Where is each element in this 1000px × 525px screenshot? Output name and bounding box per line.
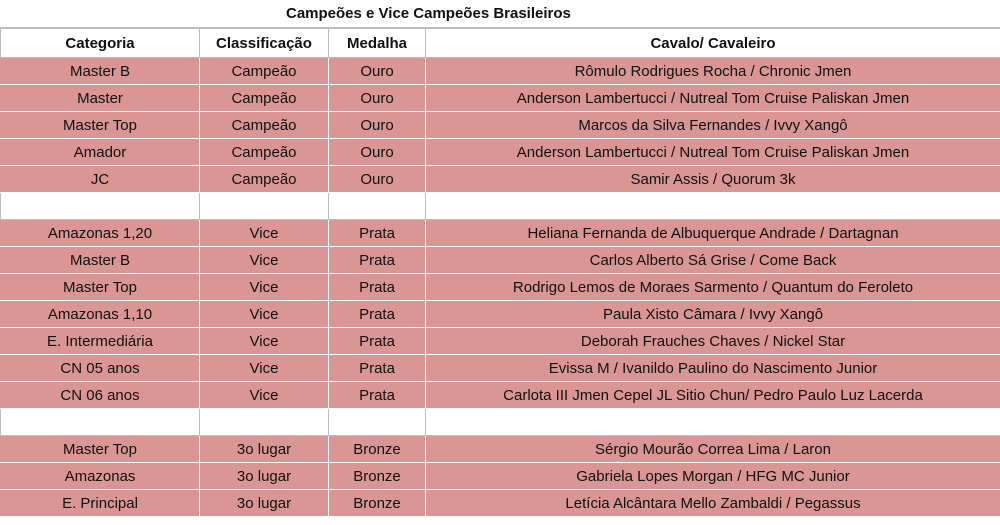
results-table <box>0 28 1000 517</box>
cell-classificacao[interactable]: 3o lugar <box>200 463 329 490</box>
cell-medalha[interactable]: Prata <box>329 274 426 301</box>
blank-row <box>1 409 1000 436</box>
cell-cavalo-cavaleiro[interactable]: Letícia Alcântara Mello Zambaldi / Pegassus <box>426 490 1000 517</box>
cell-medalha[interactable]: Ouro <box>329 58 426 85</box>
cell-cavalo-cavaleiro[interactable]: Deborah Frauches Chaves / Nickel Star <box>426 328 1000 355</box>
cell-medalha[interactable]: Prata <box>329 247 426 274</box>
table-row <box>1 139 1000 166</box>
empty-cell[interactable] <box>200 409 329 436</box>
table-row <box>1 436 1000 463</box>
cell-categoria[interactable]: Amazonas 1,10 <box>1 301 200 328</box>
cell-categoria[interactable]: Master B <box>1 247 200 274</box>
cell-categoria[interactable]: CN 06 anos <box>1 382 200 409</box>
cell-categoria[interactable]: Master Top <box>1 436 200 463</box>
cell-cavalo-cavaleiro[interactable]: Anderson Lambertucci / Nutreal Tom Cruise Paliskan Jmen <box>426 85 1000 112</box>
cell-categoria[interactable]: Amador <box>1 139 200 166</box>
cell-classificacao[interactable]: Campeão <box>200 166 329 193</box>
table-row <box>1 85 1000 112</box>
cell-medalha[interactable]: Bronze <box>329 490 426 517</box>
cell-categoria[interactable]: Master Top <box>1 112 200 139</box>
header-classificacao[interactable]: Classificação <box>200 29 329 58</box>
cell-medalha[interactable]: Ouro <box>329 166 426 193</box>
cell-cavalo-cavaleiro[interactable]: Carlos Alberto Sá Grise / Come Back <box>426 247 1000 274</box>
cell-cavalo-cavaleiro[interactable]: Marcos da Silva Fernandes / Ivvy Xangô <box>426 112 1000 139</box>
table-row <box>1 382 1000 409</box>
header-row <box>1 29 1000 58</box>
table-row <box>1 328 1000 355</box>
cell-cavalo-cavaleiro[interactable]: Gabriela Lopes Morgan / HFG MC Junior <box>426 463 1000 490</box>
table-row <box>1 247 1000 274</box>
table-row <box>1 490 1000 517</box>
empty-cell[interactable] <box>426 409 1000 436</box>
header-categoria[interactable]: Categoria <box>1 29 200 58</box>
cell-medalha[interactable]: Prata <box>329 220 426 247</box>
cell-medalha[interactable]: Prata <box>329 301 426 328</box>
cell-classificacao[interactable]: Campeão <box>200 112 329 139</box>
empty-cell[interactable] <box>426 193 1000 220</box>
cell-categoria[interactable]: Amazonas <box>1 463 200 490</box>
cell-categoria[interactable]: E. Principal <box>1 490 200 517</box>
cell-medalha[interactable]: Prata <box>329 328 426 355</box>
cell-medalha[interactable]: Ouro <box>329 85 426 112</box>
cell-cavalo-cavaleiro[interactable]: Paula Xisto Câmara / Ivvy Xangô <box>426 301 1000 328</box>
cell-categoria[interactable]: CN 05 anos <box>1 355 200 382</box>
cell-cavalo-cavaleiro[interactable]: Evissa M / Ivanildo Paulino do Nascimento Junior <box>426 355 1000 382</box>
table-row <box>1 355 1000 382</box>
cell-classificacao[interactable]: Campeão <box>200 139 329 166</box>
header-medalha[interactable]: Medalha <box>329 29 426 58</box>
cell-medalha[interactable]: Prata <box>329 355 426 382</box>
empty-cell[interactable] <box>1 193 200 220</box>
cell-classificacao[interactable]: Vice <box>200 274 329 301</box>
empty-cell[interactable] <box>329 193 426 220</box>
cell-categoria[interactable]: E. Intermediária <box>1 328 200 355</box>
cell-classificacao[interactable]: 3o lugar <box>200 490 329 517</box>
cell-medalha[interactable]: Bronze <box>329 463 426 490</box>
cell-categoria[interactable]: Master <box>1 85 200 112</box>
sheet-title: Campeões e Vice Campeões Brasileiros <box>0 0 1000 28</box>
table-row <box>1 301 1000 328</box>
cell-categoria[interactable]: Amazonas 1,20 <box>1 220 200 247</box>
cell-cavalo-cavaleiro[interactable]: Rômulo Rodrigues Rocha / Chronic Jmen <box>426 58 1000 85</box>
cell-classificacao[interactable]: Vice <box>200 382 329 409</box>
cell-classificacao[interactable]: Campeão <box>200 58 329 85</box>
cell-classificacao[interactable]: Vice <box>200 247 329 274</box>
cell-medalha[interactable]: Bronze <box>329 436 426 463</box>
cell-classificacao[interactable]: Campeão <box>200 85 329 112</box>
cell-medalha[interactable]: Prata <box>329 382 426 409</box>
cell-categoria[interactable]: Master B <box>1 58 200 85</box>
cell-medalha[interactable]: Ouro <box>329 139 426 166</box>
table-row <box>1 112 1000 139</box>
cell-medalha[interactable]: Ouro <box>329 112 426 139</box>
cell-cavalo-cavaleiro[interactable]: Samir Assis / Quorum 3k <box>426 166 1000 193</box>
cell-cavalo-cavaleiro[interactable]: Heliana Fernanda de Albuquerque Andrade / Dartagnan <box>426 220 1000 247</box>
table-row <box>1 274 1000 301</box>
cell-classificacao[interactable]: Vice <box>200 220 329 247</box>
table-row <box>1 166 1000 193</box>
cell-categoria[interactable]: JC <box>1 166 200 193</box>
cell-classificacao[interactable]: Vice <box>200 301 329 328</box>
empty-cell[interactable] <box>200 193 329 220</box>
empty-cell[interactable] <box>1 409 200 436</box>
cell-cavalo-cavaleiro[interactable]: Rodrigo Lemos de Moraes Sarmento / Quantum do Feroleto <box>426 274 1000 301</box>
blank-row <box>1 193 1000 220</box>
table-row <box>1 463 1000 490</box>
cell-cavalo-cavaleiro[interactable]: Sérgio Mourão Correa Lima / Laron <box>426 436 1000 463</box>
table-body <box>1 58 1000 517</box>
header-cavalo-cavaleiro[interactable]: Cavalo/ Cavaleiro <box>426 29 1000 58</box>
cell-classificacao[interactable]: Vice <box>200 355 329 382</box>
table-row <box>1 220 1000 247</box>
empty-cell[interactable] <box>329 409 426 436</box>
cell-classificacao[interactable]: 3o lugar <box>200 436 329 463</box>
cell-classificacao[interactable]: Vice <box>200 328 329 355</box>
cell-cavalo-cavaleiro[interactable]: Anderson Lambertucci / Nutreal Tom Cruise Paliskan Jmen <box>426 139 1000 166</box>
cell-cavalo-cavaleiro[interactable]: Carlota III Jmen Cepel JL Sitio Chun/ Pedro Paulo Luz Lacerda <box>426 382 1000 409</box>
table-row <box>1 58 1000 85</box>
cell-categoria[interactable]: Master Top <box>1 274 200 301</box>
